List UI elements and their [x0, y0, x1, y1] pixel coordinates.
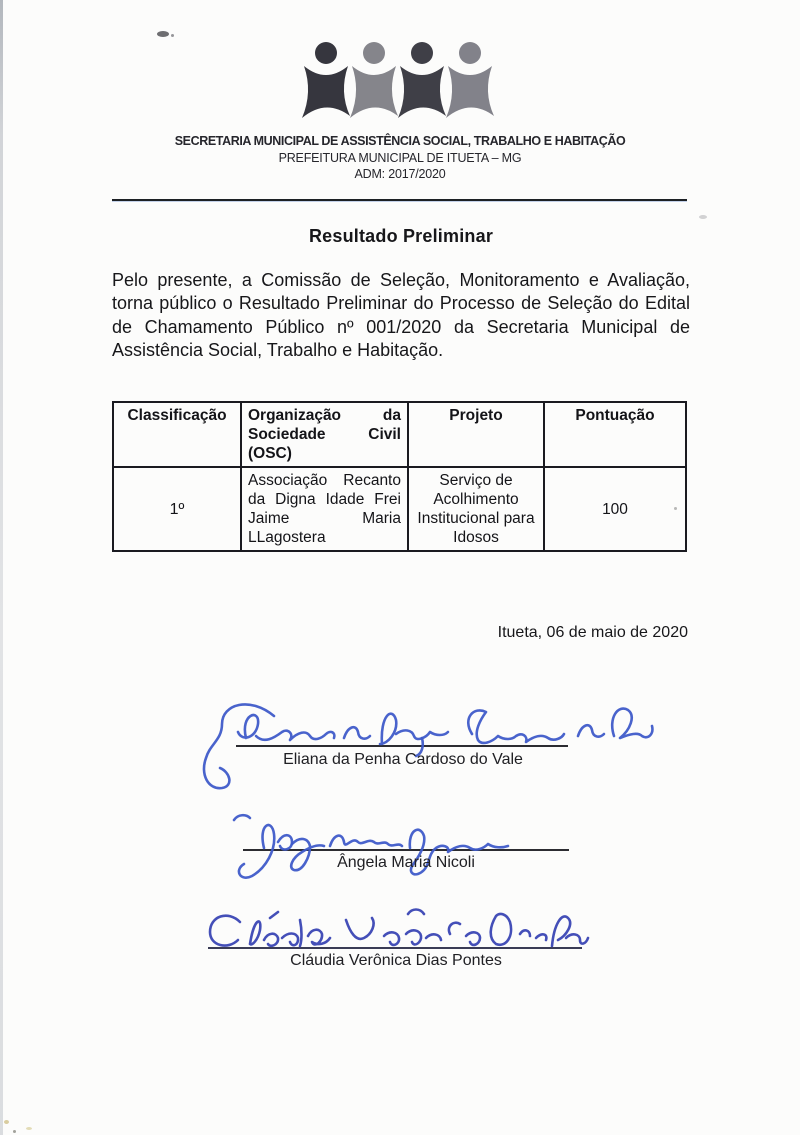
results-table	[112, 401, 687, 552]
signature-ink-angela	[206, 812, 578, 890]
signatory-name: Eliana da Penha Cardoso do Vale	[283, 751, 523, 768]
signature-line	[208, 947, 582, 949]
signature-line	[236, 745, 568, 747]
document-title: Resultado Preliminar	[308, 226, 494, 246]
body-paragraph: Pelo presente, a Comissão de Seleção, Monitoramento e Avaliação, torna público o Resultado Preliminar do Processo de Seleção do Edital de Chamamento Público nº 001/2020 da Secretaria Municipal de Assistência Social, Trabalho e Habitação.	[112, 270, 690, 361]
signatory-name: Cláudia Verônica Dias Pontes	[290, 952, 502, 969]
letterhead	[0, 133, 800, 183]
org-municipality: PREFEITURA MUNICIPAL DE ITUETA – MG	[278, 150, 522, 165]
logo-figure-2	[350, 42, 398, 118]
signatory-name: Ângela Maria Nicoli	[337, 854, 475, 871]
scan-smudge	[13, 1130, 16, 1133]
logo-figure-3	[398, 42, 446, 118]
col-header-osc: Organização da Sociedade Civil (OSC)	[241, 402, 408, 467]
col-header-classificacao: Classificação	[113, 402, 241, 467]
col-header-pontuacao: Pontuação	[544, 402, 686, 467]
org-logo	[301, 40, 499, 120]
cell-classification: 1º	[113, 467, 241, 551]
org-administration: ADM: 2017/2020	[354, 167, 446, 181]
logo-figure-4	[446, 42, 494, 118]
cell-project: Serviço de Acolhimento Institucional para Idosos	[408, 467, 544, 551]
scan-smudge	[171, 34, 174, 37]
scan-smudge	[26, 1127, 32, 1130]
table-row	[113, 467, 686, 551]
scan-smudge	[699, 215, 707, 219]
table-header-row	[113, 402, 686, 467]
header-divider-line	[112, 199, 687, 201]
signature-ink-eliana	[186, 694, 654, 794]
signature-line	[243, 849, 569, 851]
org-name: SECRETARIA MUNICIPAL DE ASSISTÊNCIA SOCIAL, TRABALHO E HABITAÇÃO	[174, 134, 626, 148]
scan-smudge	[4, 1120, 9, 1124]
scan-smudge	[157, 31, 169, 37]
cell-score: 100	[544, 467, 686, 551]
cell-osc: Associação Recanto da Digna Idade Frei Jaime Maria LLagostera	[241, 467, 408, 551]
date-line: Itueta, 06 de maio de 2020	[497, 624, 688, 641]
col-header-projeto: Projeto	[408, 402, 544, 467]
logo-figure-1	[302, 42, 350, 118]
